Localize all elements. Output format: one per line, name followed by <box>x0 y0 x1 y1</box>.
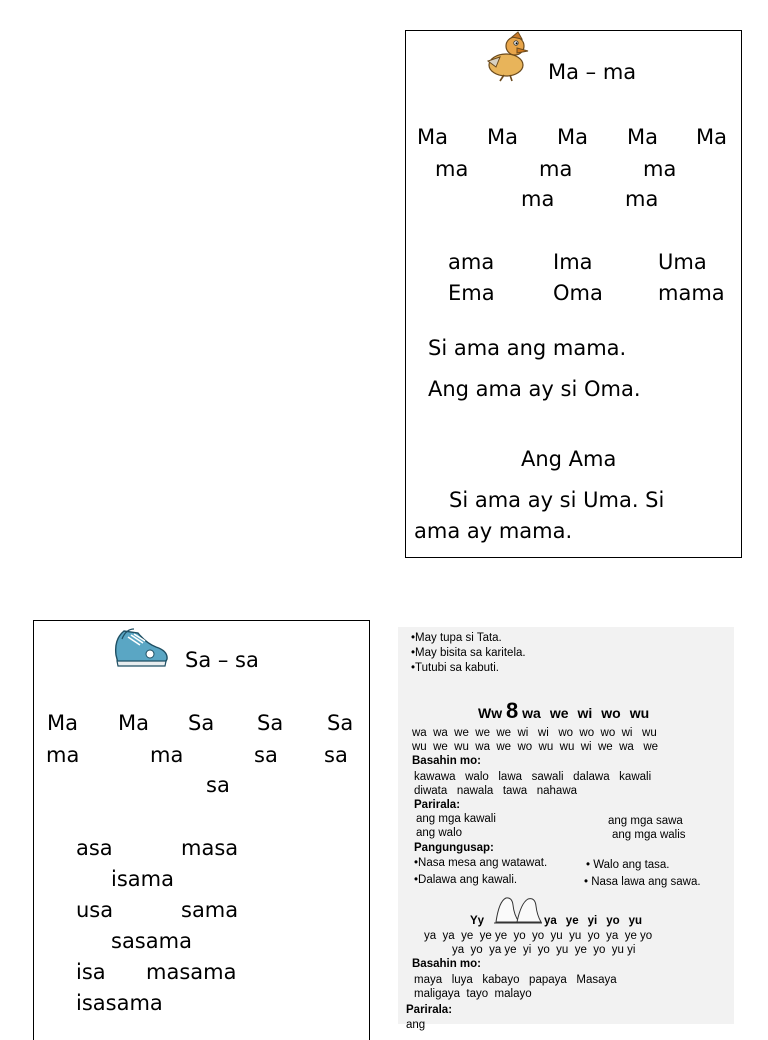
sentence: • Walo ang tasa. <box>586 859 670 871</box>
lesson-card-sa <box>33 620 370 1040</box>
syllable: ma <box>521 187 555 211</box>
syllable: ma <box>643 157 677 181</box>
word: Oma <box>553 281 603 305</box>
word: usa <box>76 898 114 922</box>
syllable: sa <box>254 743 278 767</box>
pangungusap-label: Pangungusap: <box>414 842 494 854</box>
syllable: Ma <box>487 125 518 149</box>
syllable: wi <box>577 705 593 721</box>
syllable: sa <box>206 773 230 797</box>
word: masa <box>181 836 239 860</box>
ww-heading <box>478 698 658 723</box>
syllable-row: ya ya ye ye ye yo yo yu yu yo ya ye yo <box>424 930 653 942</box>
sentence: • Nasa lawa ang sawa. <box>584 876 701 888</box>
word: masama <box>146 960 237 984</box>
bullet-line: •May tupa si Tata. <box>411 632 502 644</box>
ww-heading-letters: Ww <box>478 705 503 721</box>
basahin-label: Basahin mo: <box>412 755 482 767</box>
syllable: wu <box>629 705 650 721</box>
syllable: wa <box>522 705 541 721</box>
lesson-number: 8 <box>506 698 519 723</box>
cut-off-text: ang <box>406 1019 426 1031</box>
bullet-line: •May bisita sa karitela. <box>411 647 526 659</box>
sentence: Si ama ang mama. <box>428 336 627 360</box>
sentence: Ang ama ay si Oma. <box>428 377 641 401</box>
yy-heading-letters: Yy <box>470 915 485 927</box>
reading-words: maligaya tayo malayo <box>414 988 532 1000</box>
syllable: Ma <box>118 711 149 735</box>
word: Ema <box>448 281 495 305</box>
syllable: ma <box>539 157 573 181</box>
word: sama <box>181 898 239 922</box>
story-line: ama ay mama. <box>414 519 573 543</box>
phrase: ang mga walis <box>612 829 686 841</box>
word: sasama <box>111 929 192 953</box>
syllable: Sa <box>327 711 354 735</box>
bird-icon <box>482 31 536 83</box>
syllable: Sa <box>257 711 284 735</box>
sneaker-icon <box>112 625 170 669</box>
syllable-row: ya yo ya ye yi yo yu ye yo yu yi <box>452 944 636 956</box>
syllable: Ma <box>417 125 448 149</box>
word: isa <box>76 960 106 984</box>
reading-words: kawawa walo lawa sawali dalawa kawali <box>414 771 652 783</box>
syllable: ma <box>150 743 184 767</box>
syllable: Ma <box>696 125 727 149</box>
word: isasama <box>76 991 163 1015</box>
syllable: Ma <box>557 125 588 149</box>
syllable: Ma <box>47 711 78 735</box>
story-title: Ang Ama <box>521 447 617 471</box>
feet-icon <box>493 895 543 925</box>
card-title: Ma – ma <box>548 60 637 84</box>
syllable-row: wa wa we we we wi wi wo wo wo wi wu <box>412 727 657 739</box>
syllable: Ma <box>627 125 658 149</box>
word: asa <box>76 836 113 860</box>
word: ama <box>448 250 495 274</box>
lesson-card-ma <box>405 30 742 558</box>
syllable: yi <box>587 915 598 927</box>
phrase: ang walo <box>416 827 463 839</box>
syllable: ma <box>435 157 469 181</box>
syllable-row: wu we wu wa we wo wu wu wi we wa we <box>412 741 659 753</box>
syllable: ya <box>544 915 557 927</box>
basahin-label: Basahin mo: <box>412 958 482 970</box>
bullet-line: •Tutubi sa kabuti. <box>411 662 499 674</box>
syllable: Sa <box>188 711 215 735</box>
syllable: yu <box>628 915 643 927</box>
yy-syllables <box>544 915 651 928</box>
syllable: yo <box>606 915 620 927</box>
word: Ima <box>553 250 593 274</box>
parirala-label: Parirala: <box>406 1004 453 1016</box>
reading-words: maya luya kabayo papaya Masaya <box>414 974 617 986</box>
syllable: we <box>549 705 569 721</box>
syllable: ye <box>565 915 579 927</box>
word: mama <box>658 281 725 305</box>
syllable: sa <box>324 743 348 767</box>
story-line: Si ama ay si Uma. Si <box>449 488 665 512</box>
reading-words: diwata nawala tawa nahawa <box>414 785 578 797</box>
sentence: •Dalawa ang kawali. <box>414 874 518 886</box>
syllable: ma <box>625 187 659 211</box>
phrase: ang mga sawa <box>608 815 683 827</box>
phrase: ang mga kawali <box>416 813 496 825</box>
syllable: ma <box>46 743 80 767</box>
syllable: wo <box>601 705 621 721</box>
word: Uma <box>658 250 707 274</box>
word: isama <box>111 867 174 891</box>
card-title: Sa – sa <box>185 648 259 672</box>
sentence: •Nasa mesa ang watawat. <box>414 857 548 869</box>
parirala-label: Parirala: <box>414 799 461 811</box>
worksheet-scan <box>398 627 734 1031</box>
